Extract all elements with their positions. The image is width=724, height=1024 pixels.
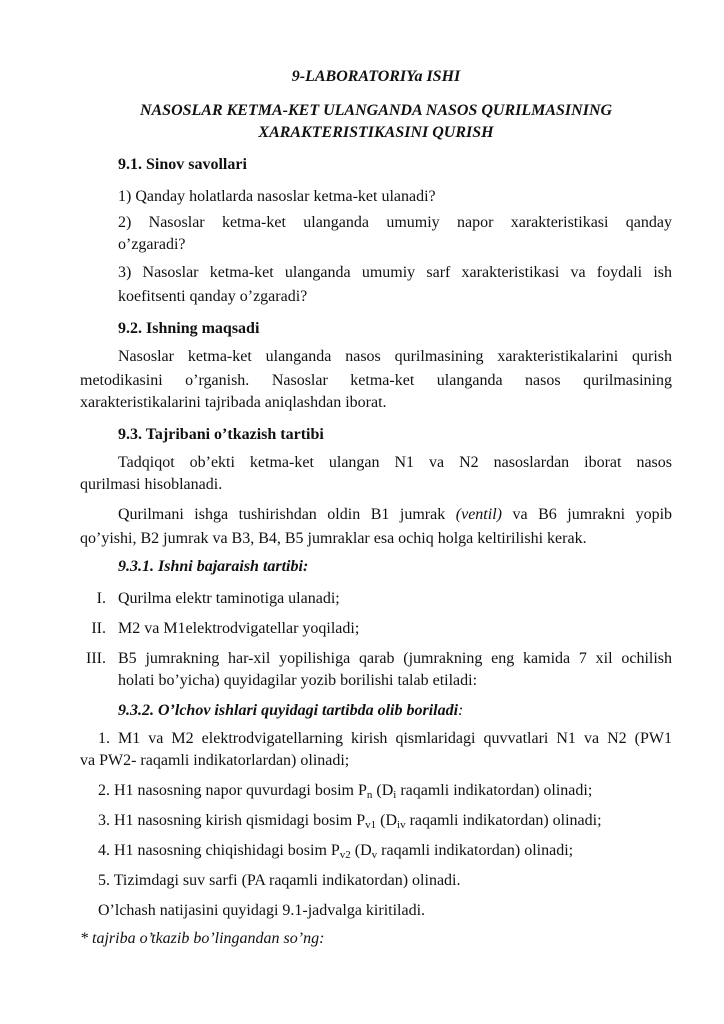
- section-9-1-heading: 9.1. Sinov savollari: [118, 156, 247, 173]
- measure-1-line-2: va PW2- raqamli indikatorlardan) olinadi;: [80, 752, 350, 769]
- list-item-1: Qurilma elektr taminotiga ulanadi;: [118, 590, 340, 607]
- question-3-line-2: koefitsenti qanday o’zgaradi?: [118, 288, 308, 305]
- list-num-3: III.: [86, 650, 106, 667]
- list-item-2: M2 va M1elektrodvigatellar yoqiladi;: [118, 620, 360, 637]
- purpose-line-3: xarakteristikalarini tajribada aniqlashdan iborat.: [80, 394, 387, 411]
- main-title-line-1: NASOSLAR KETMA-KET ULANGANDA NASOS QURILMASINING: [139, 102, 613, 119]
- main-title-line-2: XARAKTERISTIKASINI QURISH: [258, 124, 494, 141]
- section-9-3-1-heading: 9.3.1. Ishni bajaraish tartibi:: [118, 558, 309, 575]
- lab-title: 9-LABORATORIYa ISHI: [291, 68, 461, 85]
- section-9-3-2-heading: 9.3.2. O’lchov ishlari quyidagi tartibda olib boriladi:: [118, 702, 464, 719]
- list-num-1: I.: [96, 590, 106, 607]
- section-9-3-heading: 9.3. Tajribani o’tkazish tartibi: [118, 426, 324, 443]
- question-3-line-1: 3) Nasoslar ketma-ket ulanganda umumiy sarf xarakteristikasi va foydali ish: [118, 264, 672, 281]
- question-2-line-1: 2) Nasoslar ketma-ket ulanganda umumiy napor xarakteristikasi qanday: [118, 214, 672, 231]
- list-num-2: II.: [91, 620, 106, 637]
- footnote: * tajriba o’tkazib bo’lingandan so’ng:: [80, 930, 325, 947]
- procedure-p1-line-2: qurilmasi hisoblanadi.: [80, 476, 223, 493]
- procedure-p2-line-2: qo’yishi, B2 jumrak va B3, B4, B5 jumraklar esa ochiq holga keltirilishi kerak.: [80, 530, 587, 547]
- measure-4: 4. H1 nasosning chiqishidagi bosim $P_{v2}$ ($D_v$ raqamli indikatordan) olinadi;: [98, 842, 574, 861]
- purpose-line-1: Nasoslar ketma-ket ulanganda nasos qurilmasining xarakteristikalarini qurish: [118, 348, 672, 365]
- measure-5: 5. Tizimdagi suv sarfi (PA raqamli indikatordan) olinadi.: [98, 872, 461, 889]
- question-2-line-2: o’zgaradi?: [118, 236, 186, 253]
- procedure-p2-line-1: Qurilmani ishga tushirishdan oldin B1 jumrak (ventil) va B6 jumrakni yopib: [118, 506, 673, 523]
- result-note: O’lchash natijasini quyidagi 9.1-jadvalga kiritiladi.: [98, 902, 426, 919]
- list-item-3-line-1: B5 jumrakning har-xil yopilishiga qarab (jumrakning eng kamida 7 xil ochilish: [118, 650, 672, 667]
- question-1: 1) Qanday holatlarda nasoslar ketma-ket ulanadi?: [118, 188, 436, 205]
- measure-3: 3. H1 nasosning kirish qismidagi bosim $P_{v1}$ ($D_{iv}$ raqamli indikatordan) olinadi;: [98, 812, 602, 831]
- purpose-line-2: metodikasini o’rganish. Nasoslar ketma-ket ulanganda nasos qurilmasining: [80, 372, 672, 389]
- section-9-2-heading: 9.2. Ishning maqsadi: [118, 320, 260, 337]
- list-item-3-line-2: holati bo’yicha) quyidagilar yozib borilishi talab etiladi:: [118, 672, 478, 689]
- measure-2: 2. H1 nasosning napor quvurdagi bosim $P_n$ ($D_i$ raqamli indikatordan) olinadi;: [98, 782, 593, 801]
- procedure-p1-line-1: Tadqiqot ob’ekti ketma-ket ulangan N1 va N2 nasoslardan iborat nasos: [118, 454, 672, 471]
- measure-1-line-1: 1. M1 va M2 elektrodvigatellarning kirish qismlaridagi quvvatlari N1 va N2 (PW1: [98, 730, 672, 747]
